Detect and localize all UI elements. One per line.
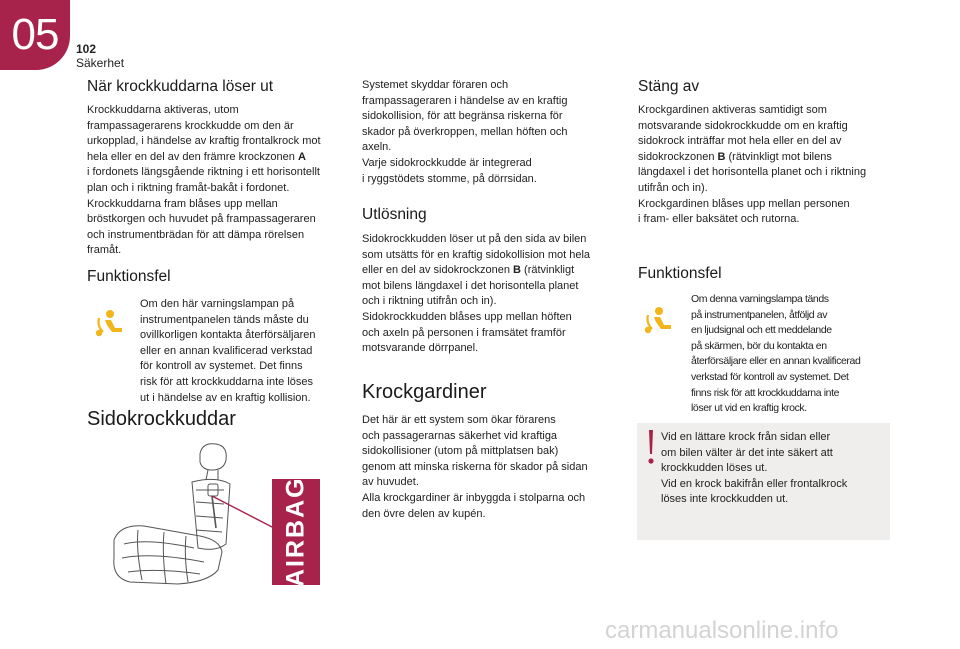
paragraph-switch-off bbox=[638, 103, 893, 228]
airbag-warning-icon bbox=[644, 305, 678, 335]
text-part: Krockkuddarna aktiveras, utom frampassagerarens krockkudde om den är urkopplad, i händelse av kraftig frontalkrock mot hela eller en del av den främre krockzonen bbox=[87, 104, 321, 163]
page-number: 102 bbox=[76, 42, 97, 56]
paragraph-curtain-airbags bbox=[362, 413, 617, 522]
note-text-body: Vid en lättare krock från sidan eller om bilen välter är det inte säkert att krockkudden löses ut. Vid en krock bakifrån eller frontalkrock löses inte krockkudden ut. bbox=[661, 431, 848, 506]
text-part: (rätvinkligt mot bilens längdaxel i det horisontella planet och i riktning utifrån och in). Sidokrockkudden blåses upp mellan höften och axeln på personen i framsätet framför motsvarande dörrpanel. bbox=[362, 264, 579, 355]
watermark: carmanualsonline.info bbox=[605, 617, 839, 644]
chapter-tab: 05 bbox=[0, 0, 70, 70]
heading-malfunction-1: Funktionsfel bbox=[87, 268, 171, 285]
zone-a-label: A bbox=[297, 150, 306, 163]
heading-deployment: Utlösning bbox=[362, 206, 427, 223]
paragraph-deployment bbox=[362, 232, 617, 357]
warning-text-1 bbox=[140, 297, 350, 406]
exclamation-icon bbox=[645, 428, 657, 466]
heading-switch-off: Stäng av bbox=[638, 78, 700, 95]
airbag-label: AIRBAG bbox=[281, 476, 310, 588]
text-part: Krockgardinen aktiveras samtidigt som motsvarande sidokrockkudde om en kraftig sidokrock inträffar mot hela eller en del av sidokrockzonen bbox=[638, 104, 848, 163]
paragraph-side-airbag-intro bbox=[362, 78, 617, 187]
text-part: Sidokrockkudden löser ut på den sida av bilen som utsätts för en kraftig sidokollision mot hela eller en del av sidokrockzonen bbox=[362, 233, 591, 277]
warning-text-2-body: Om denna varningslampa tänds på instrumentpanelen, åtföljd av en ljudsignal och ett meddelande på skärmen, bör du kontakta en återförsäljare eller en annan kvalificerad verkstad för kontroll av systemet. Det finns risk för att krockkuddarna inte löser ut vid en kraftig krock. bbox=[691, 293, 861, 415]
warning-text-2 bbox=[691, 292, 893, 417]
heading-side-airbags: Sidokrockkuddar bbox=[87, 408, 236, 430]
heading-curtain-airbags: Krockgardiner bbox=[362, 381, 487, 403]
zone-b-label: B bbox=[717, 150, 726, 163]
heading-malfunction-2: Funktionsfel bbox=[638, 265, 722, 282]
side-airbag-intro-text: Systemet skyddar föraren och frampassageraren i händelse av en kraftig sidokollision, för att begränsa riskerna för skador på överkroppen, mellan höften och axeln. Varje sidokrockkudde är integrerad i ryggstödets stomme, på dörrsidan. bbox=[362, 79, 568, 185]
paragraph-airbag-deploy bbox=[87, 103, 349, 259]
text-part: (rätvinkligt mot bilens längdaxel i det horisontella planet och i riktning utifrån och in). Krockgardinen blåses upp mellan personen i fram- eller baksätet och rutorna. bbox=[638, 150, 867, 226]
warning-text-1-body: Om den här varningslampan på instrumentpanelen tänds måste du ovillkorligen kontakta återförsäljaren eller en annan kvalificerad verkstad för kontroll av systemet. Det finns risk för att krockkuddarna inte löses ut i händelse av en kraftig kollision. bbox=[140, 298, 316, 404]
heading-airbag-deploy: När krockkuddarna löser ut bbox=[87, 78, 274, 95]
curtain-airbags-text: Det här är ett system som ökar förarens och passagerarnas säkerhet vid kraftiga sidokollisioner (utom på mittplatsen bak) genom att minska riskerna för skador på sidan av huvudet. Alla krockgardiner är inbyggda i stolparna och den övre delen av kupén. bbox=[362, 414, 588, 520]
zone-b-label: B bbox=[513, 264, 521, 277]
page-section: Säkerhet bbox=[76, 56, 125, 70]
note-text bbox=[661, 430, 886, 508]
airbag-warning-icon bbox=[95, 308, 129, 338]
seat-illustration bbox=[108, 440, 278, 590]
text-part: i fordonets längsgående riktning i ett horisontellt plan och i riktning framåt-bakåt i fordonet. Krockkuddarna fram blåses upp mellan bröstkorgen och huvudet på frampassageraren och instrumentbrädan för att dämpa rörelsen framåt. bbox=[87, 166, 320, 257]
